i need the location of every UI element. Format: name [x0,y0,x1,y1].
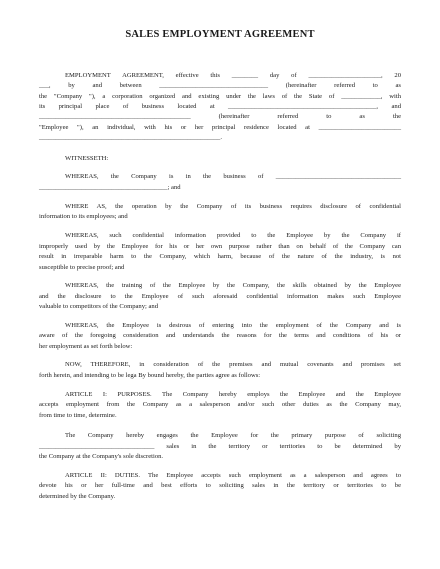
whereas-line: aware of the foregoing consideration and understands the reasons for the terms and conditions of his or [39,332,401,339]
whereas-line: valuable to competitors of the Company; and [39,303,159,310]
article-two-line: ARTICLE II: DUTIES. The Employee accepts such employment as a salesperson and agrees to [65,472,401,479]
whereas-line: and the disclosure to the Employee of such aforesaid confidential information makes such Employee [39,293,401,300]
article-two-line: devote his or her full-time and best efforts to soliciting sales in the territory or territories to be [39,482,401,489]
whereas-line: improperly used by the Employee for his or her own purpose rather than on behalf of the Company can [39,243,401,250]
agreement-line: ___, by and between _________________________________ (hereinafter referred to as [39,82,401,89]
document-title: SALES EMPLOYMENT AGREEMENT [125,29,315,40]
whereas-line: her employment as set forth below: [39,343,133,350]
article-one-line: The Company hereby engages the Employee for the primary purpose of soliciting [65,432,401,439]
whereas-line: WHEREAS, the Company is in the business of ______________________________________ [65,173,401,180]
agreement-line: EMPLOYMENT AGREEMENT, effective this ________ day of ______________________, 20 [65,72,401,79]
agreement-line: its principal place of business located at _____________________________________________, and [39,103,401,110]
article-one-line: ___________________________________ sales in the territory or territories to be determined by [39,443,401,450]
agreement-line: _______________________________________________________. [39,134,222,141]
whereas-line: WHERE AS, the operation by the Company of its business requires disclosure of confidential [65,203,401,210]
now-therefore-line: NOW, THEREFORE, in consideration of the premises and mutual covenants and promises set [65,361,401,368]
witnesseth-heading: WITNESSETH: [65,155,109,162]
whereas-line: susceptible to precise proof; and [39,264,125,271]
whereas-line: WHEREAS, the Employee is desirous of entering into the employment of the Company and is [65,322,401,329]
whereas-line: result in irreparable harm to the Company, which harm, because of the nature of the industry, is not [39,253,401,260]
agreement-line: the "Company "), a corporation organized and existing under the laws of the State of ____________, with [39,93,401,100]
article-one-line: ARTICLE I: PURPOSES. The Company hereby employs the Employee and the Employee [65,391,401,398]
whereas-line: _______________________________________; and [39,184,181,191]
article-one-line: accepts employment from the Company as a salesperson and/or such other duties as the Company may, [39,401,401,408]
whereas-line: WHEREAS, the training of the Employee by the Company, the skills obtained by the Employee [65,282,401,289]
article-two-line: determined by the Company. [39,493,116,500]
whereas-line: WHEREAS, such confidential information provided to the Employee by the Company if [65,232,401,239]
whereas-line: information to its employees; and [39,213,128,220]
agreement-line: "Employee "), an individual, with his or her principal residence located at _________________________ [39,124,401,131]
now-therefore-line: forth herein, and intending to be lega By bound hereby, the parties agree as follows: [39,372,261,379]
article-one-line: the Company at the Company's sole discretion. [39,453,164,460]
article-one-line: from time to time, determine. [39,412,117,419]
agreement-line: ______________________________________________ (hereinafter referred to as the [39,113,401,120]
